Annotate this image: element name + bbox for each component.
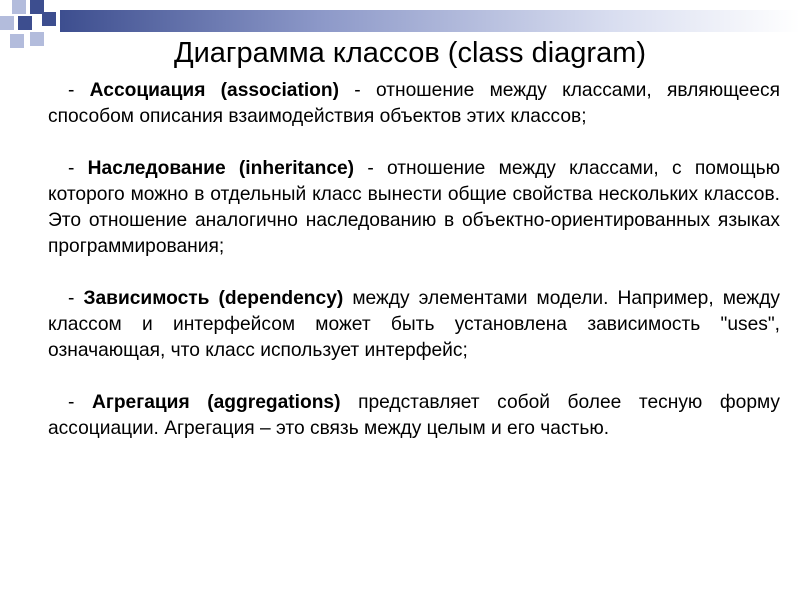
paragraph-text: - отношение между классами, являющееся способом описания взаимодействия объектов этих классов;: [48, 80, 780, 127]
header-gradient-bar: [60, 10, 800, 32]
term-inheritance: Наследование (inheritance): [87, 158, 355, 179]
term-aggregation: Агрегация (aggregations): [91, 392, 341, 413]
paragraph-association: [48, 78, 780, 130]
term-association: Ассоциация (association): [89, 80, 340, 101]
paragraph-dependency: [48, 286, 780, 364]
slide-title: Диаграмма классов (class diagram): [173, 37, 647, 69]
paragraph-text: - отношение между классами, с помощью которого можно в отдельный класс вынести общие свойства нескольких классов. Это отношение аналогично наследованию в объектно-ориентированных языках программирования;: [48, 158, 780, 257]
paragraph-prefix: -: [68, 80, 75, 101]
paragraph-text: представляет собой более тесную форму ассоциации. Агрегация – это связь между целым и его частью.: [48, 392, 781, 439]
paragraph-prefix: -: [68, 392, 75, 413]
paragraph-prefix: -: [68, 158, 75, 179]
paragraph-aggregation: [48, 390, 780, 442]
slide-body: [48, 78, 780, 468]
paragraph-text: между элементами модели. Например, между классом и интерфейсом может быть установлена зависимость "uses", означающая, что класс использует интерфейс;: [48, 288, 780, 361]
paragraph-prefix: -: [68, 288, 75, 309]
paragraph-inheritance: [48, 156, 780, 260]
term-dependency: Зависимость (dependency): [83, 288, 344, 309]
